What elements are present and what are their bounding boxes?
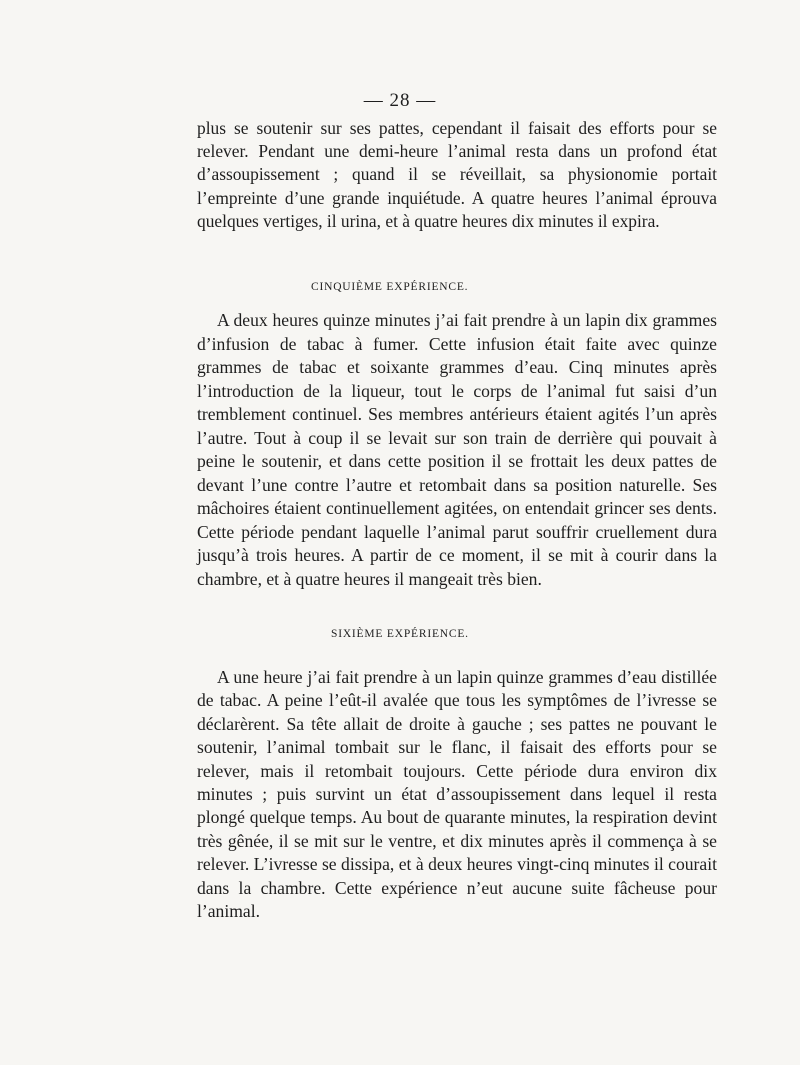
sixth-experiment-paragraph: [197, 666, 717, 923]
sixth-experiment-heading: SIXIÈME EXPÉRIENCE.: [331, 628, 469, 640]
intro-text: plus se soutenir sur ses pattes, cependant il faisait des efforts pour se relever. Pendant une demi-heure l’animal resta dans un profond état d’assoupissement ; quand il se réveillait, sa physionomie portait l’empreinte d’une grande inquiétude. A quatre heures l’animal éprouva quelques vertiges, il urina, et à quatre heures dix minutes il expira.: [197, 118, 717, 231]
fifth-experiment-paragraph: [197, 309, 717, 591]
sixth-experiment-text: A une heure j’ai fait prendre à un lapin quinze grammes d’eau distillée de tabac. A peine l’eût-il avalée que tous les symptômes de l’ivresse se déclarèrent. Sa tête allait de droite à gauche ; ses pattes ne pouvant le soutenir, l’animal tombait sur le flanc, il faisait des efforts pour se relever, mais il retombait toujours. Cette période dura environ dix minutes ; puis survint un état d’assoupissement dans lequel il resta plongé quelque temps. Au bout de quarante minutes, la respiration devint très gênée, il se mit sur le ventre, et dix minutes après il commença à se relever. L’ivresse se dissipa, et à deux heures vingt-cinq minutes il courait dans la chambre. Cette expérience n’eut aucune suite fâcheuse pour l’animal.: [197, 667, 717, 922]
fifth-experiment-text: A deux heures quinze minutes j’ai fait prendre à un lapin dix grammes d’infusion de tabac à fumer. Cette infusion était faite avec quinze grammes de tabac et soixante grammes d’eau. Cinq minutes après l’introduction de la liqueur, tout le corps de l’animal fut saisi d’un tremblement continuel. Ses membres antérieurs étaient agités l’un après l’autre. Tout à coup il se levait sur son train de derrière qui pouvait à peine le soutenir, et dans cette position il se frottait les deux pattes de devant l’une contre l’autre et retombait dans sa position naturelle. Ses mâchoires étaient continuellement agitées, on entendait grincer ses dents. Cette période pendant laquelle l’animal parut souffrir cruellement dura jusqu’à trois heures. A partir de ce moment, il se mit à courir dans la chambre, et à quatre heures il mangeait très bien.: [197, 310, 717, 589]
page-number: — 28 —: [363, 90, 437, 111]
fifth-experiment-heading: CINQUIÈME EXPÉRIENCE.: [311, 281, 469, 293]
intro-paragraph: [197, 117, 717, 233]
